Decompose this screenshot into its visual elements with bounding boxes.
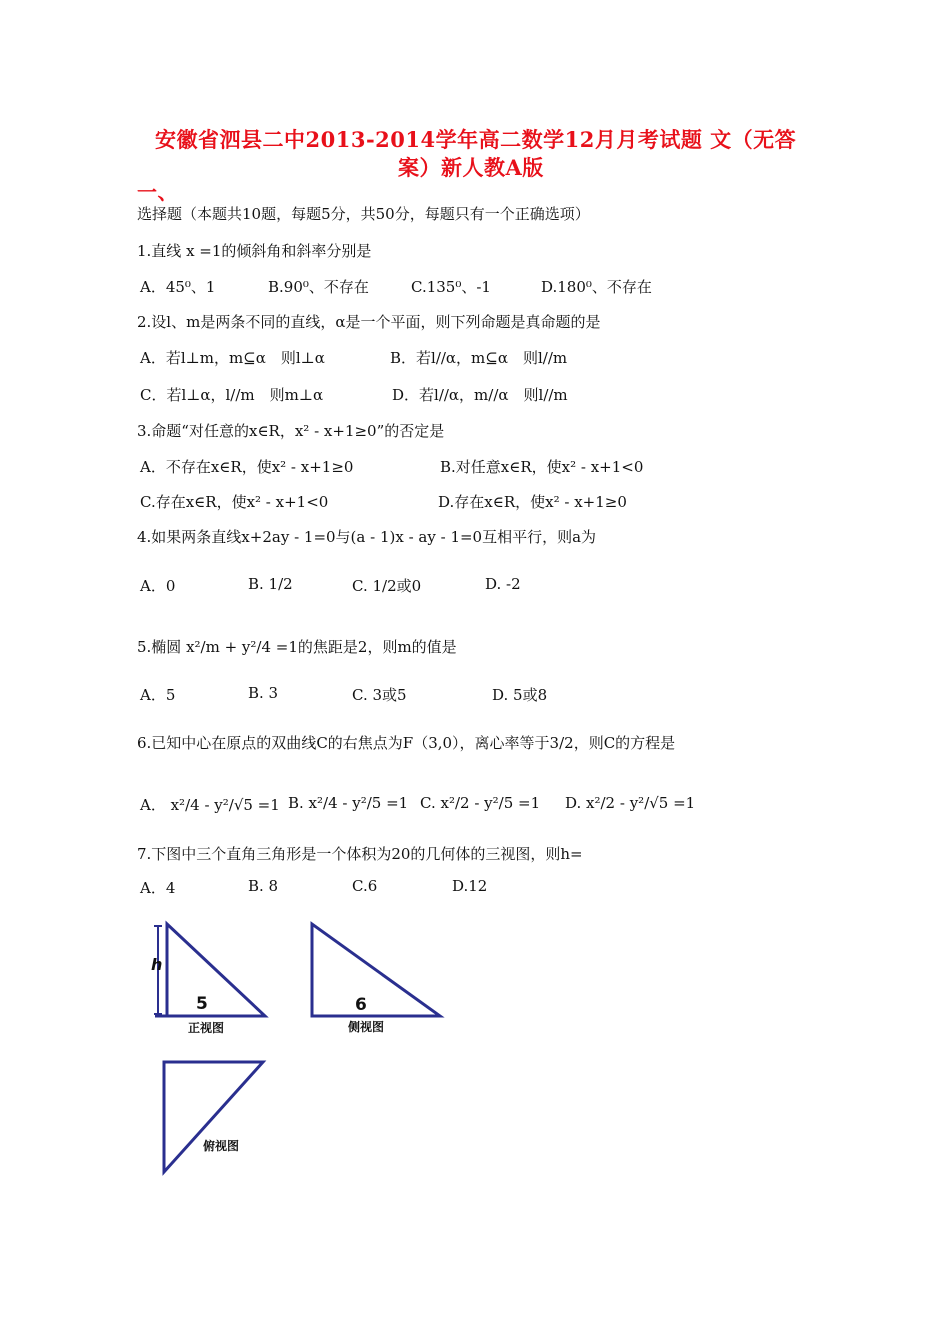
question-3-option-c: C.存在x∈R，使x² - x+1<0: [140, 493, 329, 511]
question-6-option-c: C. x²/2 - y²/5 =1: [420, 794, 541, 812]
question-5-stem: 5.椭圆 x²/m + y²/4 =1的焦距是2，则m的值是: [137, 638, 457, 656]
top-view: [164, 1062, 263, 1172]
question-3-option-b: B.对任意x∈R，使x² - x+1<0: [440, 458, 644, 476]
question-4-option-a: A．0: [140, 577, 176, 595]
question-5-option-d: D. 5或8: [492, 686, 548, 704]
question-2-option-d: D．若l//α，m//α 则l//m: [392, 386, 568, 404]
front-view: [154, 924, 265, 1016]
question-4-stem: 4.如果两条直线x+2ay - 1=0与(a - 1)x - ay - 1=0互相平行，则a为: [137, 528, 597, 546]
question-1-stem: 1.直线 x =1的倾斜角和斜率分别是: [137, 242, 372, 260]
top-view-caption: 俯视图: [203, 1139, 240, 1153]
question-4-option-d: D. -2: [485, 575, 521, 593]
question-6-option-d: D. x²/2 - y²/√5 =1: [565, 794, 696, 812]
question-7-option-c: C.6: [352, 877, 378, 895]
question-4-option-b: B. 1/2: [248, 575, 293, 593]
question-7-option-b: B. 8: [248, 877, 279, 895]
question-2-stem: 2.设l、m是两条不同的直线，α是一个平面，则下列命题是真命题的是: [137, 313, 601, 331]
question-1-option-a: A．45⁰、1: [140, 278, 216, 296]
question-1-option-d: D.180⁰、不存在: [541, 278, 652, 296]
question-7-option-d: D.12: [452, 877, 488, 895]
question-7-stem: 7.下图中三个直角三角形是一个体积为20的几何体的三视图，则h=: [137, 845, 583, 863]
side-view-caption: 侧视图: [348, 1020, 385, 1034]
question-3-option-d: D.存在x∈R，使x² - x+1≥0: [438, 493, 627, 511]
question-6-stem: 6.已知中心在原点的双曲线C的右焦点为F（3,0），离心率等于3/2，则C的方程是: [137, 734, 676, 752]
question-6-option-b: B. x²/4 - y²/5 =1: [288, 794, 409, 812]
question-3-option-a: A．不存在x∈R，使x² - x+1≥0: [140, 458, 354, 476]
question-1-option-c: C.135⁰、-1: [411, 278, 491, 296]
side-view: [312, 924, 440, 1016]
section-description: 选择题（本题共10题，每题5分，共50分，每题只有一个正确选项）: [137, 205, 590, 223]
three-view-figure: [140, 910, 460, 1190]
doc-title-line1: 安徽省泗县二中2013-2014学年高二数学12月月考试题 文（无答: [155, 127, 797, 152]
front-view-triangle: [167, 924, 265, 1016]
question-5-option-b: B. 3: [248, 684, 279, 702]
question-4-option-c: C. 1/2或0: [352, 577, 422, 595]
front-view-caption: 正视图: [188, 1021, 225, 1035]
question-3-stem: 3.命题“对任意的x∈R，x² - x+1≥0”的否定是: [137, 422, 445, 440]
question-5-option-a: A．5: [140, 686, 176, 704]
question-2-option-a: A．若l⊥m，m⊆α 则l⊥α: [140, 349, 325, 367]
question-2-option-b: B．若l//α，m⊆α 则l//m: [390, 349, 568, 367]
front-view-h-label: h: [151, 955, 163, 974]
question-5-option-c: C. 3或5: [352, 686, 407, 704]
question-7-option-a: A．4: [140, 879, 176, 897]
question-6-option-a: A． x²/4 - y²/√5 =1: [140, 796, 280, 814]
front-view-base-label: 5: [196, 994, 208, 1014]
side-view-triangle: [312, 924, 440, 1016]
section-heading: 一、: [137, 180, 178, 204]
side-view-base-label: 6: [355, 995, 367, 1015]
doc-title-line2: 案）新人教A版: [398, 155, 544, 180]
question-2-option-c: C．若l⊥α，l//m 则m⊥α: [140, 386, 324, 404]
top-view-triangle: [164, 1062, 263, 1172]
question-1-option-b: B.90⁰、不存在: [268, 278, 369, 296]
